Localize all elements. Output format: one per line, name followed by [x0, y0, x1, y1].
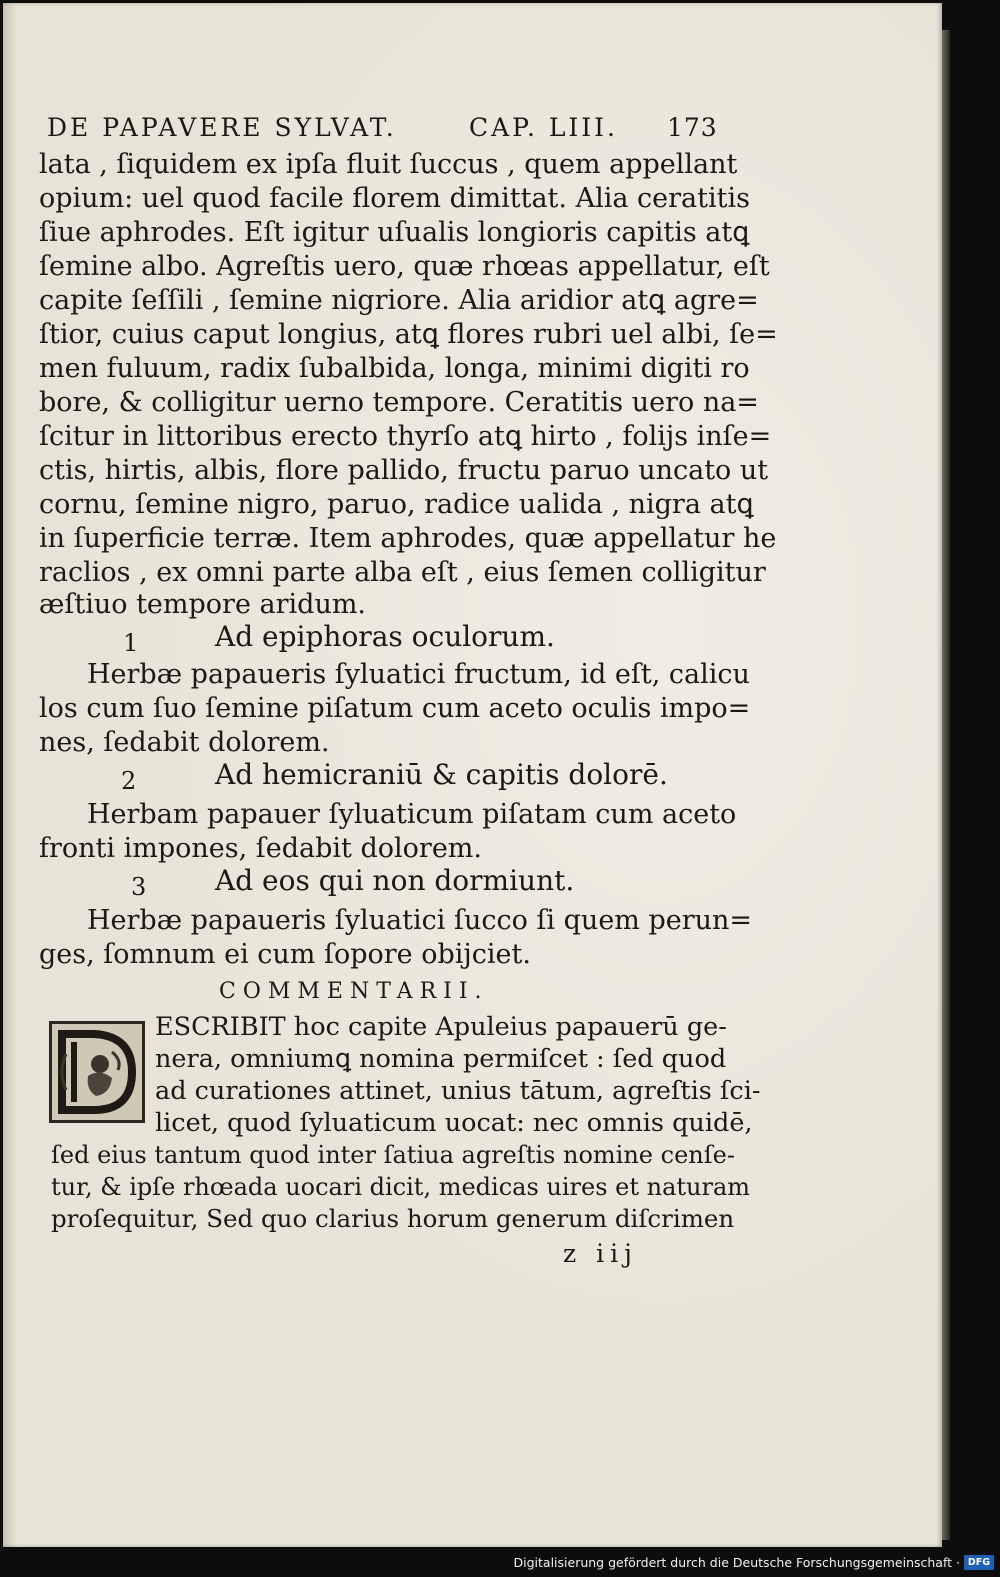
text-line: lata , ſiquidem ex ipſa fluit ſuccus , quem appellant [39, 149, 738, 180]
text-line: ad curationes attinet, unius tātum, agreſtis ſci- [155, 1076, 761, 1106]
remedy-heading: Ad epiphoras oculorum. [215, 620, 555, 653]
text-line: ges, ſomnum ei cum ſopore obijciet. [39, 939, 531, 970]
section-title: COMMENTARII. [219, 979, 489, 1004]
text-line: proſequitur, Sed quo clarius horum generum diſcrimen [51, 1204, 735, 1233]
footer-bar [0, 1551, 1000, 1577]
text-line: opium: uel quod facile florem dimittat. Alia ceratitis [39, 183, 750, 214]
remedy-heading: Ad hemicraniū & capitis dolorē. [215, 758, 668, 791]
text-line: Herbam papauer ſyluaticum piſatam cum aceto [87, 799, 737, 830]
text-line: ſemine albo. Agreſtis uero, quæ rhœas appellatur, eſt [39, 251, 770, 282]
signature-mark: z iij [563, 1239, 638, 1268]
page-number: 173 [667, 113, 718, 142]
text-line: bore, & colligitur uerno tempore. Ceratitis uero na= [39, 387, 759, 418]
text-line: licet, quod ſyluaticum uocat: nec omnis quidē, [155, 1108, 753, 1138]
dfg-logo-icon: DFG [964, 1555, 994, 1570]
remedy-heading: Ad eos qui non dormiunt. [215, 864, 575, 897]
remedy-number: 1 [123, 629, 139, 657]
text-line: ctis, hirtis, albis, flore pallido, fructu paruo uncato ut [39, 455, 769, 486]
chapter-number: CAP. LIII. [469, 113, 619, 142]
text-line: tur, & ipſe rhœada uocari dicit, medicas uires et naturam [51, 1173, 751, 1201]
text-line: æſtiuo tempore aridum. [39, 589, 367, 620]
text-line: men fuluum, radix ſubalbida, longa, minimi digiti ro [39, 353, 750, 384]
text-line: fronti impones, ſedabit dolorem. [39, 833, 482, 864]
book-page [3, 3, 942, 1547]
text-line: in ſuperficie terræ. Item aphrodes, quæ appellatur he [39, 523, 777, 554]
text-line: ESCRIBIT hoc capite Apuleius papauerū ge- [155, 1012, 727, 1042]
decorated-initial-d-icon [49, 1021, 145, 1123]
page-edge [942, 30, 950, 1540]
text-line: cornu, ſemine nigro, paruo, radice ualida , nigra atꝗ [39, 489, 754, 520]
text-line: ſtior, cuius caput longius, atꝗ flores rubri uel albi, ſe= [39, 319, 778, 350]
text-line: Herbæ papaueris ſyluatici fructum, id eſt, calicu [87, 659, 750, 690]
text-line: nes, ſedabit dolorem. [39, 727, 330, 758]
remedy-number: 3 [131, 873, 147, 901]
text-line: raclios , ex omni parte alba eſt , eius ſemen colligitur [39, 557, 766, 588]
text-line: ſcitur in littoribus erecto thyrſo atꝗ hirto , folijs inſe= [39, 421, 772, 452]
text-line: capite ſeſſili , ſemine nigriore. Alia aridior atꝗ agre= [39, 285, 759, 316]
text-line: nera, omniumꝗ nomina permiſcet : ſed quod [155, 1044, 727, 1074]
funding-notice: Digitalisierung gefördert durch die Deutsche Forschungsgemeinschaft · [513, 1555, 960, 1570]
remedy-number: 2 [121, 767, 137, 795]
text-line: ſed eius tantum quod inter ſatiua agreſtis nomine cenſe- [51, 1141, 735, 1169]
text-line: los cum ſuo ſemine piſatum cum aceto oculis impo= [39, 693, 751, 724]
text-line: ſiue aphrodes. Eſt igitur uſualis longioris capitis atꝗ [39, 217, 750, 248]
running-title: DE PAPAVERE SYLVAT. [47, 113, 397, 142]
text-line: Herbæ papaueris ſyluatici ſucco ſi quem perun= [87, 905, 753, 936]
